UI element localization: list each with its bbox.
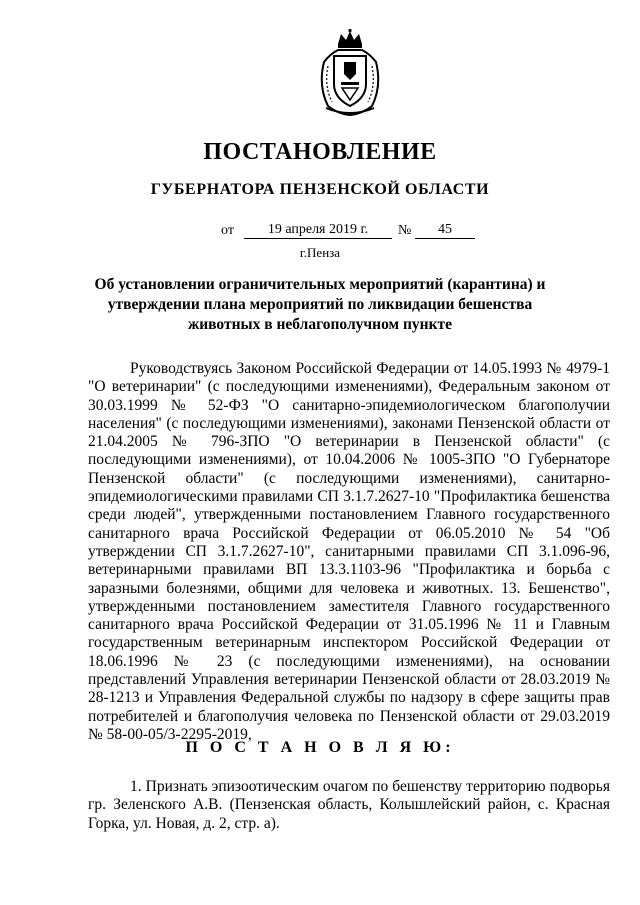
date-number-line (0, 222, 640, 240)
document-type-title: ПОСТАНОВЛЕНИЕ (203, 139, 437, 165)
date-prefix: от (221, 223, 234, 238)
resolve-heading: П О С Т А Н О В Л Я Ю: (185, 739, 455, 756)
issuing-authority: ГУБЕРНАТОРА ПЕНЗЕНСКОЙ ОБЛАСТИ (150, 181, 490, 198)
number-prefix: № (398, 223, 412, 238)
city-name: г.Пенза (299, 245, 341, 260)
document-date: 19 апреля 2019 г. (244, 222, 392, 239)
coat-of-arms-icon (314, 28, 386, 116)
document-subject: Об установлении ограничительных мероприятий (карантина) и утверждении плана мероприятий по ликвидации бешенства животных в неблагополучном пункте (94, 276, 546, 333)
resolution-item: 1. Признать эпизоотическим очагом по бешенству территорию подворья гр. Зеленского А.В. (Пензенская область, Колышлейский район, с. Красная Горка, ул. Новая, д. 2, стр. а). (88, 778, 610, 832)
preamble-paragraph: Руководствуясь Законом Российской Федерации от 14.05.1993 № 4979-1 "О ветеринарии" (с последующими изменениями), Федеральным законом от 30.03.1999 № 52-ФЗ "О санитарно-эпидемиологическом благополучии населения" (с последующими изменениями), законами Пензенской области от 21.04.2005 № 796-ЗПО "О ветеринарии в Пензенской области" (с последующими изменениями), от 10.04.2006 № 1005-ЗПО "О Губернаторе Пензенской области" (с последующими изменениями), санитарно-эпидемиологическими правилами СП 3.1.7.2627-10 "Профилактика бешенства среди людей", утвержденными постановлением Главного государственного санитарного врача Российской Федерации от 06.05.2010 № 54 "Об утверждении СП 3.1.7.2627-10", санитарными правилами СП 3.1.096-96, ветеринарными правилами ВП 13.3.1103-96 "Профилактика и борьба с заразными болезнями, общими для человека и животных. 13. Бешенство", утвержденными постановлением заместителя Главного государственного санитарного врача Российской Федерации от 31.05.1996 № 11 и Главным государственным ветеринарным инспектором Российской Федерации от 18.06.1996 № 23 (с последующими изменениями), на основании представлений Управления ветеринарии Пензенской области от 28.03.2019 № 28-1213 и Управления Федеральной службы по надзору в сфере защиты прав потребителей и благополучия человека по Пензенской области от 29.03.2019 № 58-00-05/3-2295-2019, (88, 360, 610, 743)
document-number: 45 (415, 222, 475, 239)
